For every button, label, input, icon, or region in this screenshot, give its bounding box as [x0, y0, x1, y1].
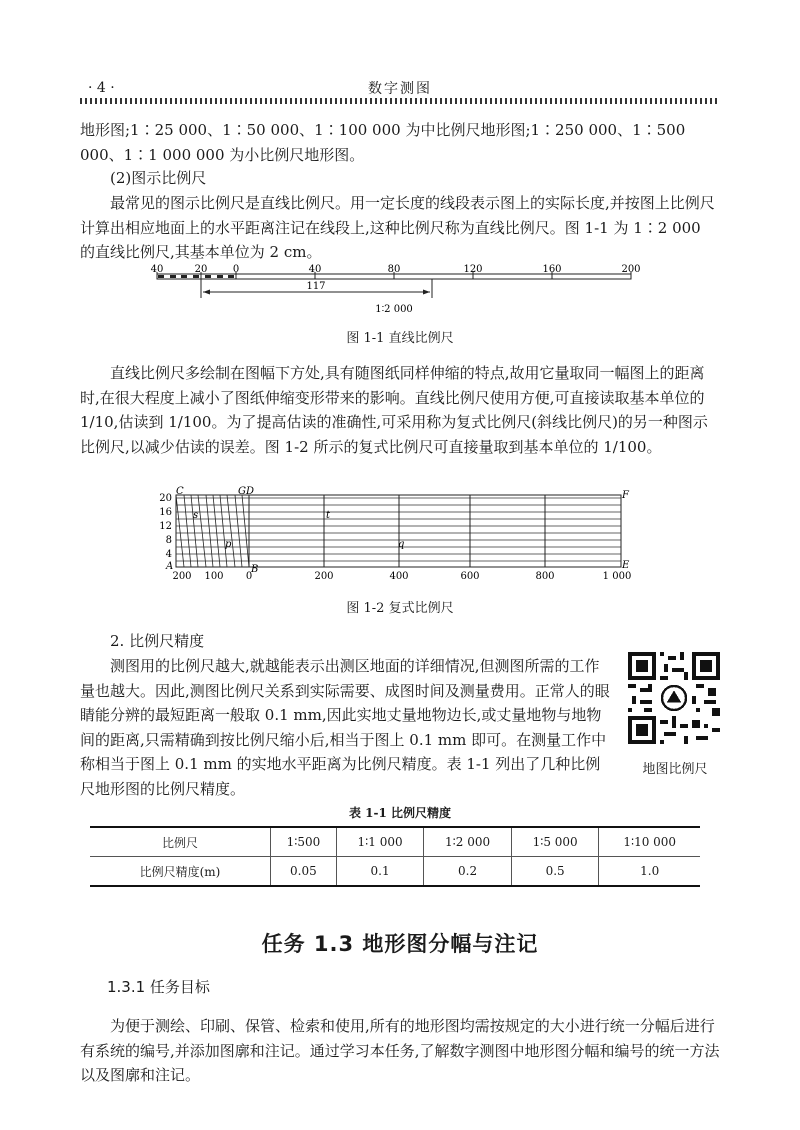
diagonal-line: [184, 495, 191, 567]
paragraph-5: 为便于测绘、印刷、保管、检索和使用,所有的地形图均需按规定的大小进行统一分幅后进行有系统的编号,并添加图廓和注记。通过学习本任务,了解数字测图中地形图分幅和编号的统一方法以及图廓和注记。: [80, 1017, 720, 1084]
linear-scale-figure: [150, 264, 650, 318]
table-title: 表 1-1 比例尺精度: [348, 806, 452, 820]
x-label: 1 000: [602, 571, 632, 582]
table-row: [90, 827, 700, 857]
diagonal-line: [242, 495, 249, 567]
table-cell: 1∶500: [271, 827, 337, 857]
arrowhead-right: [423, 290, 430, 295]
table-cell: 比例尺: [90, 827, 271, 857]
header-divider: [80, 98, 720, 104]
y-label: 12: [159, 521, 172, 532]
scale-subdivision: [205, 275, 211, 278]
table-cell: 比例尺精度(m): [90, 857, 271, 887]
x-label: 0: [245, 571, 253, 582]
table-row: [90, 857, 700, 887]
tick-label: 40: [308, 264, 322, 275]
table-cell: 0.5: [511, 857, 599, 887]
paragraph-4: 测图用的比例尺越大,就越能表示出测区地面的详细情况,但测图所需的工作量也越大。因此,测图比例尺关系到实际需要、成图时间及测量费用。正常人的眼睛能分辨的最短距离一般取 0.1 mm,因此实地丈量地物边长,或丈量地物与地物间的距离,只需精确到按比例尺缩小后,相当于图上 0.1 mm 即可。在测量工作中称相当于图上 0.1 mm 的实地水平距离为比例尺精度。表 1-1 列出了几种比例尺地形图的比例尺精度。: [80, 657, 610, 798]
tick-label: 40: [150, 264, 164, 275]
tick-label: 20: [194, 264, 208, 275]
figure-1-2-caption: 图 1-2 复式比例尺: [346, 601, 454, 616]
book-title: 数字测图: [368, 81, 432, 97]
table-cell: 0.05: [271, 857, 337, 887]
scale-ratio-label: 1∶2 000: [375, 304, 413, 315]
diagonal-line: [191, 495, 198, 567]
x-label: 800: [535, 571, 555, 582]
y-label: 8: [165, 535, 172, 546]
tick-label: 160: [542, 264, 562, 275]
x-label: 200: [172, 571, 192, 582]
table-cell: 1∶2 000: [424, 827, 512, 857]
x-label: 100: [204, 571, 224, 582]
figure-1-1-caption: 图 1-1 直线比例尺: [346, 331, 454, 346]
x-label: 600: [460, 571, 480, 582]
paragraph-3: 直线比例尺多绘制在图幅下方处,具有随图纸同样伸缩的特点,故用它量取同一幅图上的距离时,在很大程度上减小了图纸伸缩变形带来的影响。直线比例尺使用方便,可直接读取基本单位的 1/10,估读到 1/100。为了提高估读的准确性,可采用称为复式比例尺(斜线比例尺)的另一种图示比例尺,以减少估读的误差。图 1-2 所示的复式比例尺可直接量取到基本单位的 1/100。: [80, 364, 708, 456]
measure-label: 117: [306, 281, 326, 292]
point-label-C: C: [176, 486, 184, 497]
task-heading: 任务 1.3 地形图分幅与注记: [261, 932, 539, 956]
table-cell: 0.1: [336, 857, 424, 887]
point-label-E: E: [622, 560, 630, 571]
point-label-q: q: [398, 539, 405, 550]
point-label-B: B: [251, 564, 259, 575]
table-cell: 1.0: [599, 857, 700, 887]
table-cell: 0.2: [424, 857, 512, 887]
tick-label: 120: [463, 264, 483, 275]
y-label: 4: [165, 549, 172, 560]
section-heading: 1.3.1 任务目标: [107, 978, 210, 996]
qr-caption: 地图比例尺: [642, 762, 708, 777]
tick-label: 80: [387, 264, 401, 275]
scale-subdivision: [170, 275, 176, 278]
point-label-s: s: [193, 510, 199, 521]
scale-precision-table: [90, 826, 700, 887]
point-label-F: F: [622, 490, 629, 501]
point-label-p: p: [225, 539, 232, 550]
paragraph-1: 地形图;1∶25 000、1∶50 000、1∶100 000 为中比例尺地形图;1∶250 000、1∶500 000、1∶1 000 000 为小比例尺地形图。: [80, 121, 686, 164]
subheading-graphic-scale: (2)图示比例尺: [110, 169, 207, 187]
point-label-GD: GD: [238, 486, 255, 497]
tick-label: 0: [232, 264, 240, 275]
page-number: · 4 ·: [88, 80, 115, 96]
diagonal-line: [220, 495, 227, 567]
arrowhead-left: [203, 290, 210, 295]
scale-subdivision: [228, 275, 234, 278]
diagonal-line: [176, 495, 184, 567]
y-label: 20: [159, 493, 172, 504]
scale-subdivision: [158, 275, 164, 278]
heading-scale-precision: 2. 比例尺精度: [110, 632, 205, 650]
diagonal-line: [206, 495, 213, 567]
diagonal-line: [213, 495, 220, 567]
table-cell: 1∶1 000: [336, 827, 424, 857]
scale-subdivision: [193, 275, 199, 278]
diagonal-line: [235, 495, 242, 567]
table-cell: 1∶5 000: [511, 827, 599, 857]
point-label-t: t: [326, 510, 331, 521]
y-label: 16: [159, 507, 172, 518]
qr-code[interactable]: [628, 652, 720, 744]
diagonal-line: [198, 495, 206, 567]
paragraph-2: 最常见的图示比例尺是直线比例尺。用一定长度的线段表示图上的实际长度,并按图上比例尺计算出相应地面上的水平距离注记在线段上,这种比例尺称为直线比例尺。图 1-1 为 1∶2 000 的直线比例尺,其基本单位为 2 cm。: [80, 194, 715, 261]
scale-subdivision: [181, 275, 187, 278]
diagonal-line: [227, 495, 235, 567]
x-label: 400: [389, 571, 409, 582]
point-label-A: A: [166, 561, 174, 572]
x-label: 200: [314, 571, 334, 582]
tick-label: 200: [621, 264, 641, 275]
compound-scale-figure: [150, 484, 640, 584]
scale-subdivision: [217, 275, 223, 278]
table-cell: 1∶10 000: [599, 827, 700, 857]
